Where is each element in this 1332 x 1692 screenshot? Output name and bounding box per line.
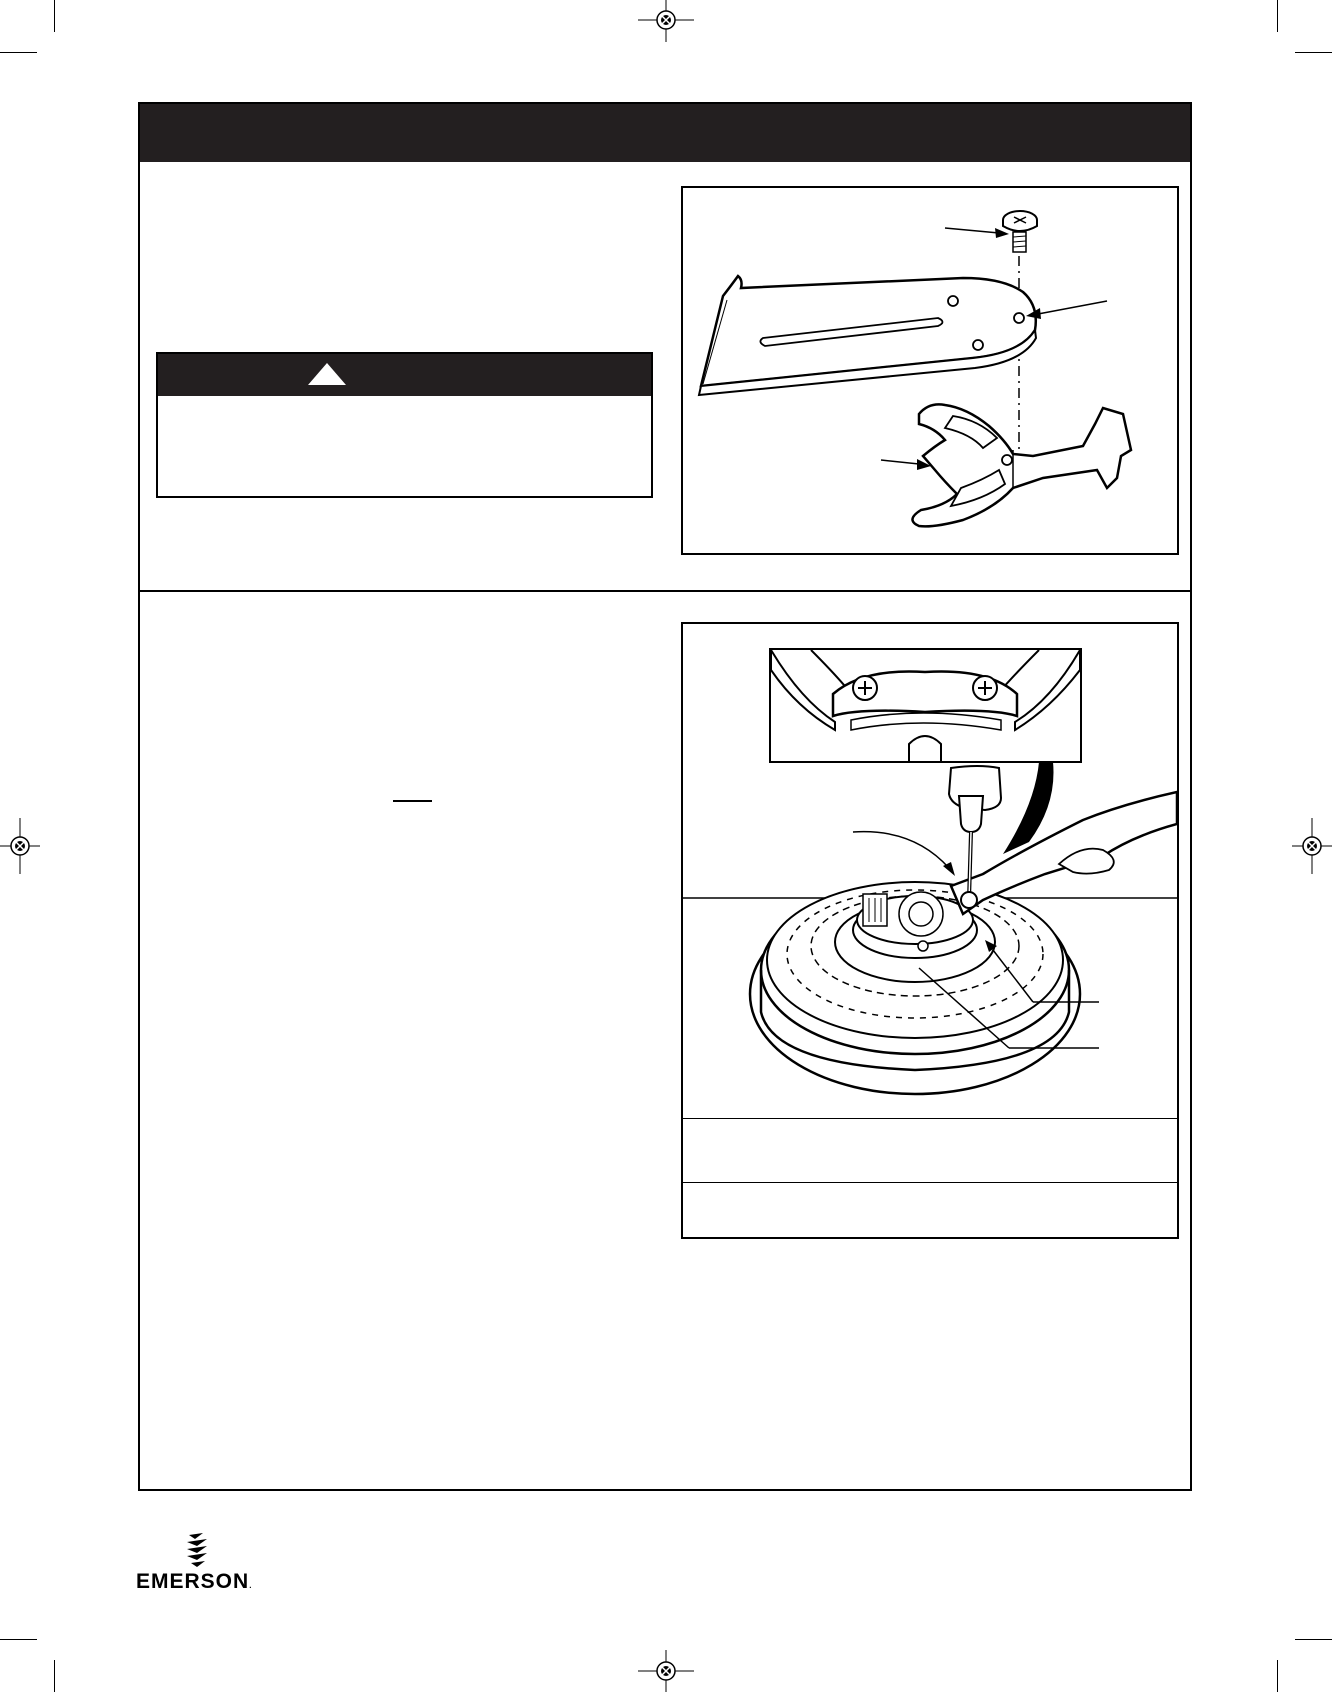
emerson-wordmark xyxy=(136,1570,252,1594)
warning-triangle-icon xyxy=(308,363,346,385)
crop-mark xyxy=(1295,1639,1332,1640)
emphasis-underline xyxy=(393,800,432,802)
blade-attachment-illustration xyxy=(683,188,1177,553)
crop-mark xyxy=(1295,52,1332,53)
warning-header xyxy=(158,354,651,396)
trademark-mark: . xyxy=(249,1581,253,1590)
crop-mark xyxy=(1277,0,1278,32)
crop-mark xyxy=(1277,1660,1278,1692)
motor-illustration xyxy=(683,624,1177,1118)
crop-mark xyxy=(0,1639,37,1640)
blade-iron-install-figure xyxy=(681,622,1179,1239)
emerson-wordmark-text: EMERSON xyxy=(136,1570,250,1593)
figure-caption-1 xyxy=(683,1118,1177,1178)
registration-mark-icon xyxy=(0,818,40,874)
emerson-logo xyxy=(136,1533,276,1593)
crop-mark xyxy=(54,0,55,32)
warning-box xyxy=(156,352,653,498)
emerson-diamond-icon xyxy=(185,1533,209,1569)
section-divider xyxy=(140,590,1190,592)
blade-attachment-figure xyxy=(681,186,1179,555)
registration-mark-icon xyxy=(638,0,694,42)
crop-mark xyxy=(0,52,37,53)
section-title xyxy=(140,104,1190,162)
phillips-screw-icon xyxy=(1003,211,1037,252)
registration-mark-icon xyxy=(1292,818,1332,874)
crop-mark xyxy=(54,1660,55,1692)
figure-caption-2 xyxy=(683,1182,1177,1239)
registration-mark-icon xyxy=(638,1650,694,1692)
